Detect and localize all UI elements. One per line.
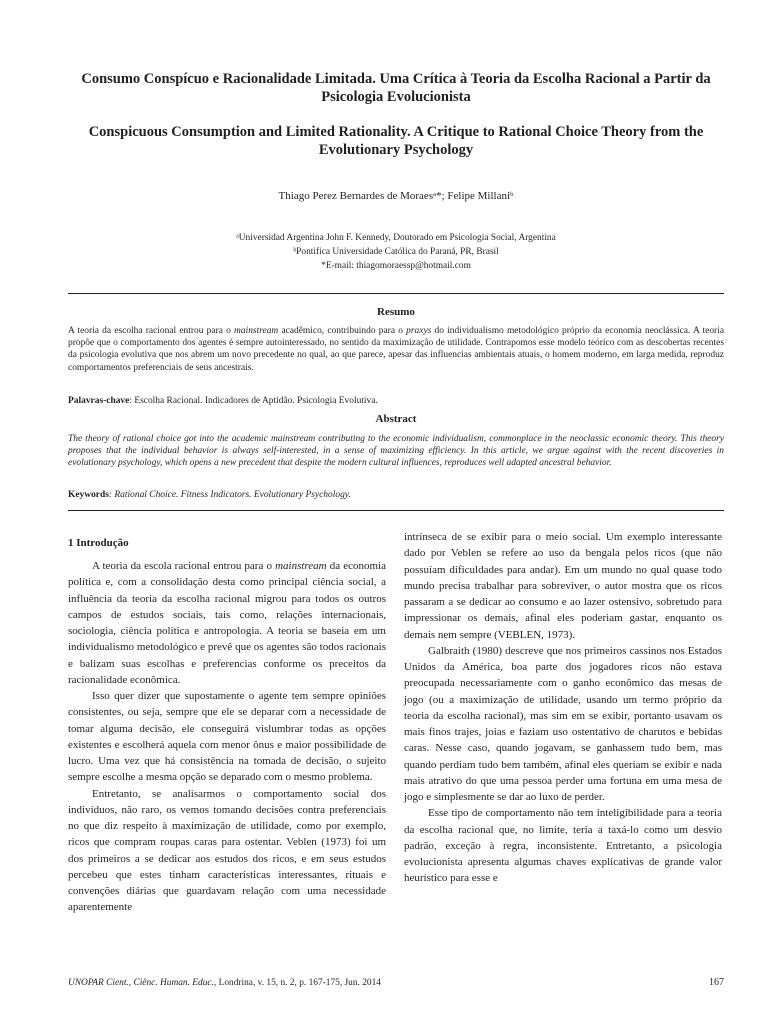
title-portuguese: Consumo Conspícuo e Racionalidade Limitada. Uma Crítica à Teoria da Escolha Racional a Partir da Psicologia Evolucionista [81, 71, 711, 105]
abstract-text: The theory of rational choice got into the academic mainstream contributing to the economic individualism, commonplace in the neoclassic economic theory. This theory proposes that the individual behavior is always self-interested, in a sense of maximizing efficiency. In this article, we argue against with the recent discoveries in evolutionary psychology, which opens a new precedent that despite the modern cultural influences, reproduces well adapted ancestral behavior. [68, 434, 724, 469]
palavras-chave-label: Palavras-chave [68, 396, 130, 406]
paragraph-3-continued: intrínseca de se exibir para o meio social. Um exemplo interessante dado por Veblen se refere ao uso da bengala pelos ricos (que não possuíam dificuldades para andar). Em um mundo no qual quase todo mundo precisa trabalhar para sobreviver, o autor mostra que os ricos passaram a se dedicar ao consumo e ao lazer ostensivo, sobretudo para impressionar os demais, afinal eles poderiam gastar, enquanto os demais nem sempre (VEBLEN, 1973). [404, 531, 722, 641]
resumo-heading: Resumo [377, 306, 415, 318]
top-divider [68, 293, 724, 294]
journal-name: UNOPAR Cient., Ciênc. Human. Educ. [68, 978, 214, 988]
right-column [404, 529, 722, 887]
palavras-chave-values: : Escolha Racional. Indicadores de Aptidão. Psicologia Evolutiva. [129, 396, 378, 406]
paragraph-4: Galbraith (1980) descreve que nos primeiros cassinos nos Estados Unidos da América, boa parte dos jogadores ricos não estava preocupada necessariamente com o ganho econômico das mesas de jogo (ou a maximização de utilidade, usando um termo próprio da teoria da escolha racional), mas sim em se exibir, portanto usavam os mais finos trajes, joias e faziam uso ostentativo de charutos e bebidas caras. Nesse caso, quando jogavam, se ganhassem tudo bem, mas quando perdiam tudo bem também, afinal eles queriam se exibir e nada mais atrativo do que uma pessoa perder uma fortuna em uma mesa de jogo e simplesmente se dar ao luxo de perder. [404, 644, 722, 803]
bottom-divider [68, 510, 724, 511]
affiliation-a: ᵃUniversidad Argentina John F. Kennedy, Doutorado em Psicologia Social, Argentina [236, 233, 556, 243]
journal-footer [68, 977, 724, 989]
title-english: Conspicuous Consumption and Limited Rationality. A Critique to Rational Choice Theory from the Evolutionary Psychology [88, 124, 704, 158]
author-email: *E-mail: thiagomoraessp@hotmail.com [321, 261, 471, 271]
affiliation-b: ᵇPontifica Universidade Católica do Paraná, PR, Brasil [293, 247, 499, 257]
paragraph-3: Entretanto, se analisarmos o comportamento social dos indivíduos, não raro, os vemos tomando decisões contra preferenciais no que diz respeito à maximização de utilidade, como por exemplo, ricos que compram roupas caras para ostentar. Veblen (1973) foi um dos primeiros a se dedicar aos estudos dos ricos, e em seus estudos percebeu que estes tinham características interessantes, rituais e convenções diárias que guardavam relação com uma necessidade aparentemente [68, 787, 386, 914]
section-heading-introducao: 1 Introdução [68, 537, 129, 549]
paragraph-2: Isso quer dizer que supostamente o agente tem sempre opiniões consistentes, ou seja, sempre que ele se deparar com a necessidade de tomar alguma decisão, ele conseguirá vislumbrar todas as opções existentes e escolherá aquela com menor ônus e maior possibilidade de lucro. Uma vez que há consistência na tomada de decisão, o sujeito sempre escolhe a mesma opção se deparado com o mesmo problema. [68, 690, 386, 784]
keywords-values: : Rational Choice. Fitness Indicators. Evolutionary Psychology. [108, 490, 351, 500]
affiliations [68, 231, 724, 273]
palavras-chave [68, 395, 724, 407]
paragraph-1: A teoria da escola racional entrou para o mainstream da economia política e, com a consolidação desta como principal ciência social, a influência da teoria da escolha racional migrou para todos os outros campos de estudos sociais, tais como, relações internacionais, sociologia, ciência política e antropologia. A teoria se baseia em um individualismo metodológico e prevê que os agentes são todos racionais e balizam suas escolhas e preferencias conforme os preceitos da racionalidade econômica. [68, 560, 386, 686]
keywords [68, 489, 724, 501]
paragraph-5: Esse tipo de comportamento não tem inteligibilidade para a teoria da escolha racional que, no limite, teria a taxá-lo como um desvio padrão, exceção à regra, inconsistente. Entretanto, a psicologia evolucionista apresenta algumas chaves explicativas de grande valor heurístico para esse e [404, 807, 722, 885]
resumo-text: A teoria da escolha racional entrou para o mainstream acadêmico, contribuindo para o praxys do individualismo metodológico próprio da economia neoclássica. A teoria propõe que o comportamento dos agentes é sempre autointeressado, no sentido da maximização de utilidade. Contrapomos esse modelo teórico com as descobertas recentes da psicologia evolutiva que nos abrem um novo precedente no qual, ao que parece, apesar das influencias ambientais atuais, o homem moderno, em larga medida, reproduz comportamentos preferenciais de seus ancestrais. [68, 326, 725, 373]
keywords-label: Keywords [68, 490, 109, 500]
left-column [68, 529, 386, 916]
journal-details: , Londrina, v. 15, n. 2, p. 167-175, Jun. 2014 [213, 978, 381, 988]
author-list: Thiago Perez Bernardes de Moraesᵃ*; Felipe Millaniᵇ [278, 190, 514, 202]
page-number: 167 [709, 977, 724, 988]
abstract-heading: Abstract [375, 413, 417, 425]
